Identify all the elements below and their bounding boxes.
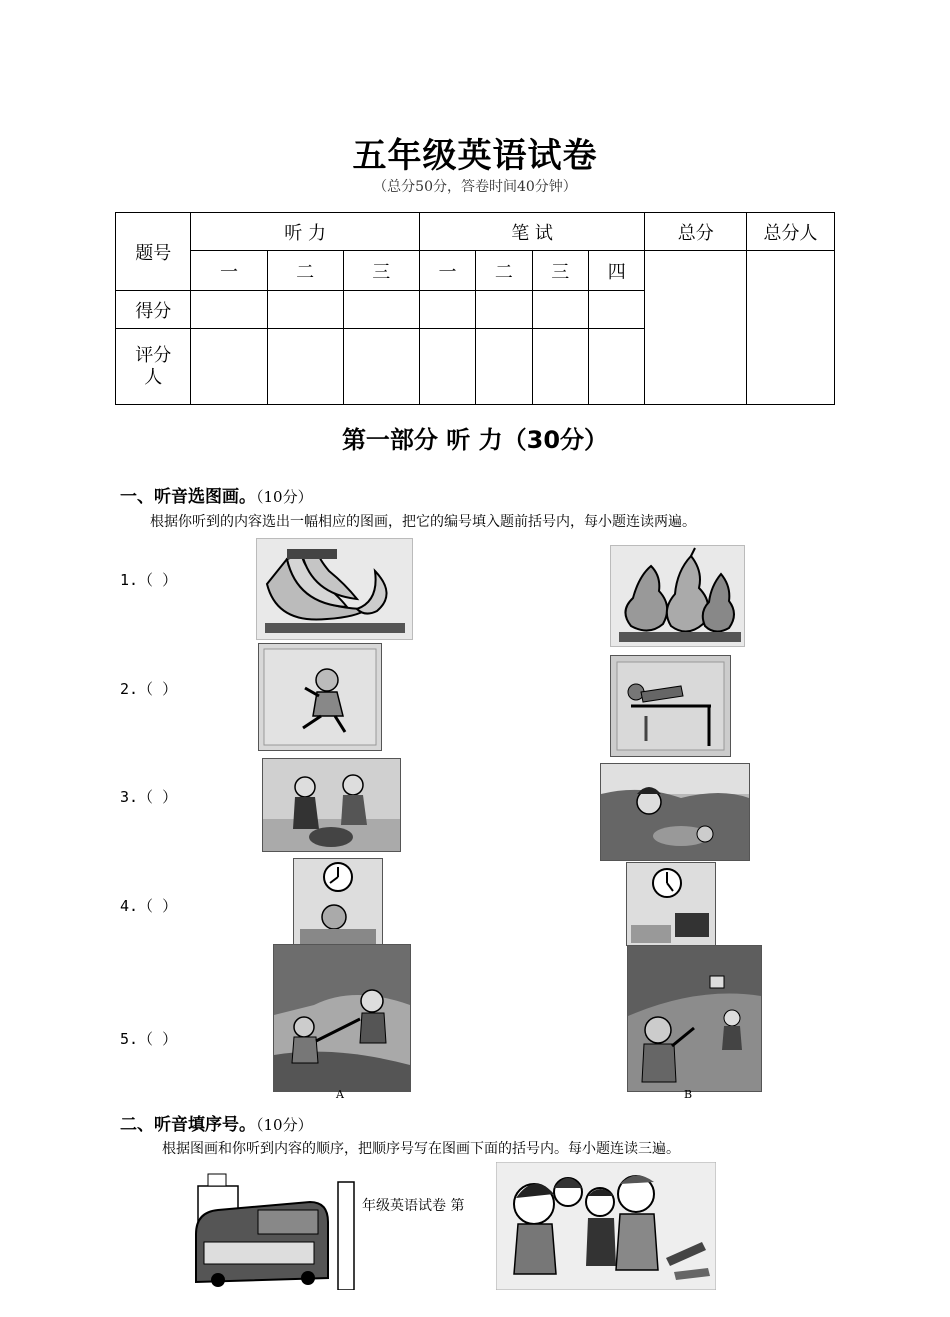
question-5-number: 5.（ ） bbox=[120, 1030, 178, 1048]
score-row-label: 得分 bbox=[116, 291, 191, 329]
section1-points: （10分） bbox=[256, 488, 313, 506]
score-cell bbox=[419, 291, 475, 329]
score-table bbox=[115, 212, 835, 405]
score-cell bbox=[343, 291, 419, 329]
sub-col: 一 bbox=[419, 251, 475, 291]
total-header: 总分 bbox=[645, 213, 747, 251]
grader-cell bbox=[191, 329, 267, 405]
page-title: 五年级英语试卷 bbox=[352, 136, 598, 176]
boys-playing-picture bbox=[273, 944, 411, 1092]
high-jump-picture bbox=[610, 655, 731, 757]
bus-picture bbox=[188, 1172, 358, 1290]
grader-cell bbox=[476, 329, 532, 405]
score-cell bbox=[476, 291, 532, 329]
option-b-label: B bbox=[684, 1088, 693, 1101]
page-subtitle: （总分50分，答卷时间40分钟） bbox=[373, 179, 577, 195]
question-4-number: 4.（ ） bbox=[120, 897, 178, 915]
man-and-boy-picture bbox=[627, 945, 762, 1092]
option-a-label: A bbox=[336, 1088, 344, 1101]
question-3-number: 3.（ ） bbox=[120, 788, 178, 806]
scorer-total-cell bbox=[747, 251, 835, 405]
question-1-number: 1.（ ） bbox=[120, 571, 178, 589]
question-2-number: 2.（ ） bbox=[120, 680, 178, 698]
grader-cell bbox=[343, 329, 419, 405]
section2-heading bbox=[120, 1110, 313, 1135]
sub-col: 二 bbox=[476, 251, 532, 291]
score-cell bbox=[588, 291, 644, 329]
score-cell bbox=[532, 291, 588, 329]
grader-cell bbox=[532, 329, 588, 405]
scorer-total-header: 总分人 bbox=[747, 213, 835, 251]
footer-page-text: 年级英语试卷 第 bbox=[362, 1198, 465, 1214]
section1-heading-text: 一、听音选图画。 bbox=[120, 487, 256, 507]
sub-col: 二 bbox=[267, 251, 343, 291]
pears-picture bbox=[610, 545, 745, 647]
grader-cell bbox=[419, 329, 475, 405]
grader-row-label: 评分人 bbox=[116, 329, 191, 405]
part-title: 第一部分 听 力（30分） bbox=[341, 426, 609, 454]
grader-cell bbox=[267, 329, 343, 405]
girl-running-picture bbox=[258, 643, 382, 751]
score-cell bbox=[267, 291, 343, 329]
sub-col: 三 bbox=[532, 251, 588, 291]
section2-instruction: 根据图画和你听到内容的顺序，把顺序号写在图画下面的括号内。每小题连读三遍。 bbox=[162, 1141, 680, 1157]
children-picture bbox=[262, 758, 401, 852]
section2-heading-text: 二、听音填序号。 bbox=[120, 1115, 256, 1135]
grader-cell bbox=[588, 329, 644, 405]
col-number-label: 题号 bbox=[116, 213, 191, 291]
kids-talking-picture bbox=[496, 1162, 716, 1290]
swimming-picture bbox=[600, 763, 750, 861]
boy-clock-picture bbox=[293, 858, 383, 946]
total-cell bbox=[645, 251, 747, 405]
sub-col: 四 bbox=[588, 251, 644, 291]
score-cell bbox=[191, 291, 267, 329]
clock-radio-picture bbox=[626, 862, 716, 946]
section1-heading bbox=[120, 482, 313, 507]
section1-instruction: 根据你听到的内容选出一幅相应的图画，把它的编号填入题前括号内，每小题连读两遍。 bbox=[150, 514, 696, 530]
writing-header: 笔 试 bbox=[419, 213, 645, 251]
sub-col: 三 bbox=[343, 251, 419, 291]
listening-header: 听 力 bbox=[191, 213, 419, 251]
sub-col: 一 bbox=[191, 251, 267, 291]
bananas-picture bbox=[256, 538, 413, 640]
section2-points: （10分） bbox=[256, 1116, 313, 1134]
